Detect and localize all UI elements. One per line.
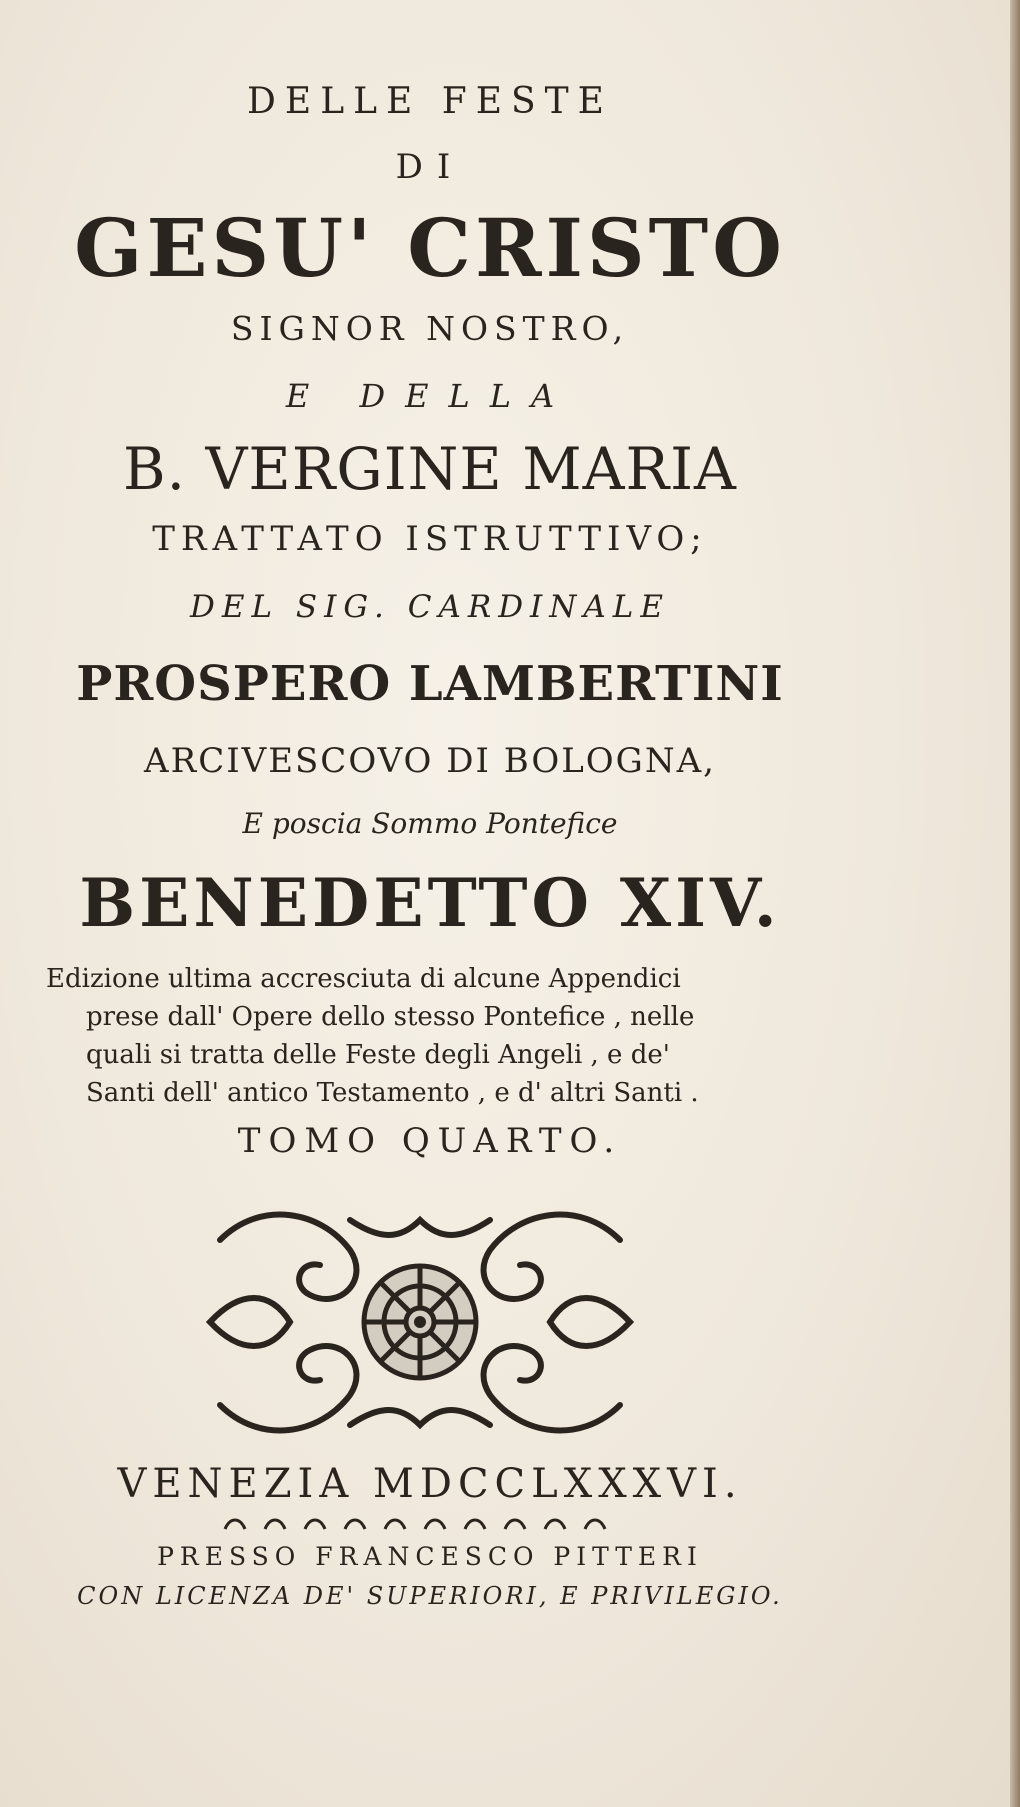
author-subtitle: E poscia Sommo Pontefice — [242, 807, 618, 840]
title-line-e-della: E DELLA — [285, 377, 575, 415]
printer-name: PRESSO FRANCESCO PITTERI — [157, 1542, 703, 1571]
book-edge — [1010, 0, 1020, 1807]
title-line-delle-feste: DELLE FESTE — [247, 81, 613, 122]
edition-line: Santi dell' antico Testamento , e d' altri Santi . — [86, 1078, 699, 1108]
author-title: ARCIVESCOVO DI BOLOGNA, — [144, 741, 716, 781]
edition-line: Edizione ultima accresciuta di alcune Appendici — [46, 964, 681, 994]
title-line-gesu-cristo: GESU' CRISTO — [74, 201, 786, 295]
title-line-di: DI — [395, 147, 465, 187]
edition-line: quali si tratta delle Feste degli Angeli , e de' — [86, 1040, 670, 1070]
edition-statement — [40, 960, 820, 1112]
volume-label: TOMO QUARTO. — [237, 1121, 623, 1161]
pope-name: BENEDETTO XIV. — [79, 864, 781, 942]
edition-line: prese dall' Opere dello stesso Pontefice , nelle — [86, 1002, 695, 1032]
author-name: PROSPERO LAMBERTINI — [76, 656, 784, 712]
title-line-cardinale: DEL SIG. CARDINALE — [189, 589, 671, 625]
floral-woodcut-ornament-icon — [200, 1200, 640, 1445]
license-statement: CON LICENZA DE' SUPERIORI, E PRIVILEGIO. — [77, 1582, 783, 1610]
title-line-signor-nostro: SIGNOR NOSTRO, — [230, 309, 630, 348]
imprint-place-date: VENEZIA MDCCLXXXVI. — [117, 1461, 743, 1507]
dingbat-row-icon — [220, 1514, 640, 1534]
title-line-vergine-maria: B. VERGINE MARIA — [123, 435, 737, 503]
title-line-trattato: TRATTATO ISTRUTTIVO; — [152, 519, 708, 559]
